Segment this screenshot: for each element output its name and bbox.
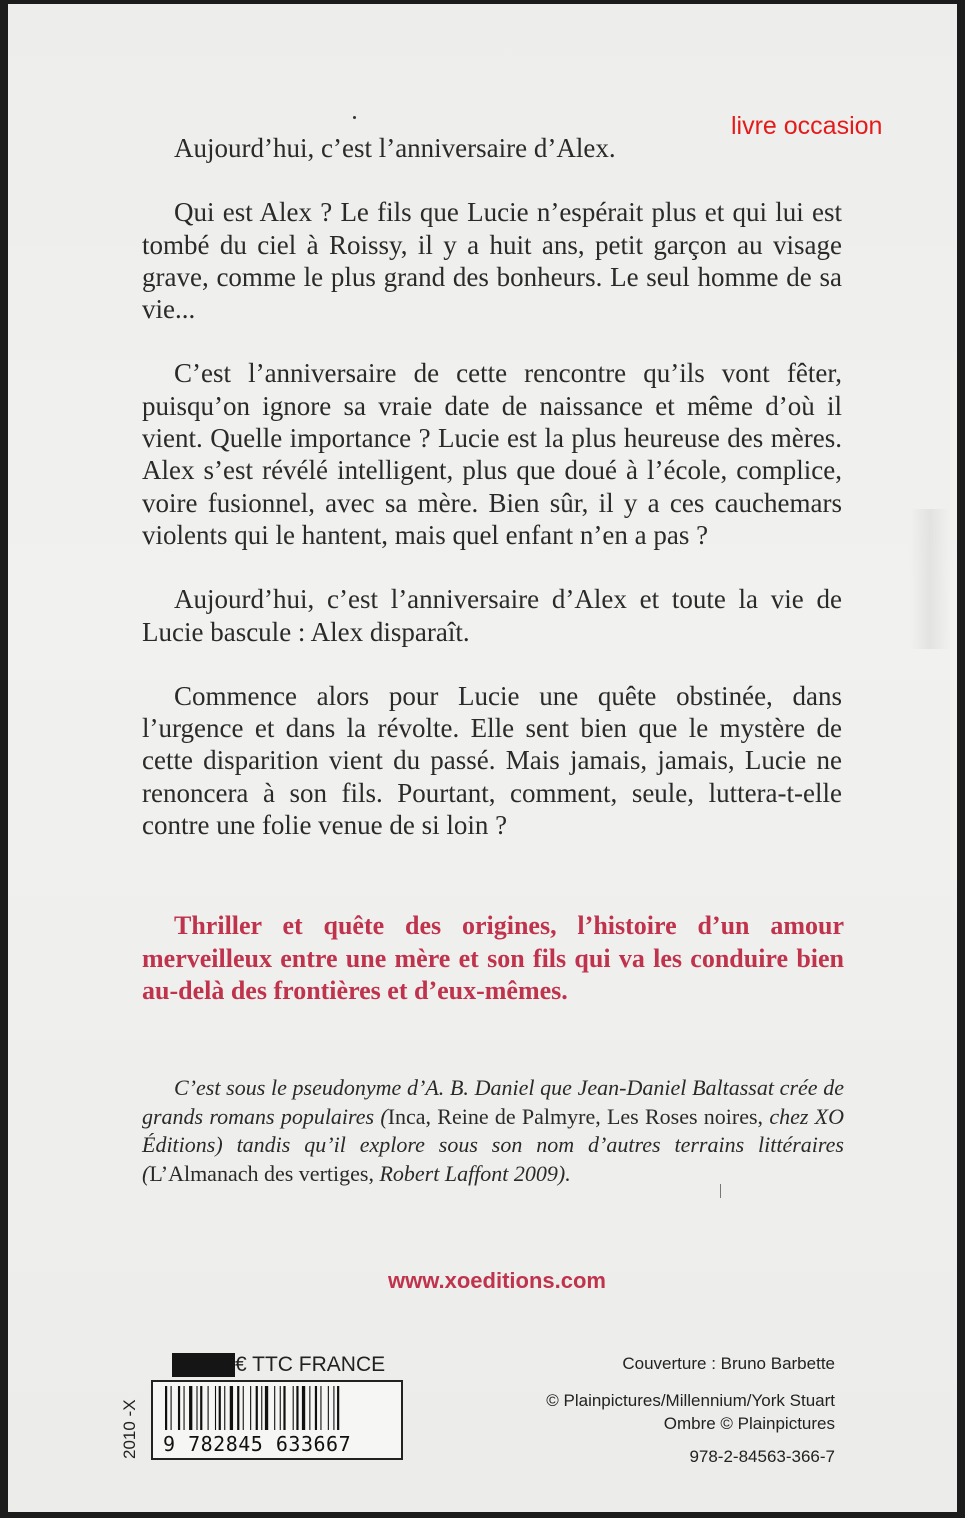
barcode-bar bbox=[337, 1386, 339, 1430]
barcode-bar bbox=[184, 1386, 185, 1430]
barcode-bar bbox=[208, 1386, 209, 1430]
barcode-bar bbox=[189, 1386, 192, 1430]
blurb-paragraph: Qui est Alex ? Le fils que Lucie n’espérait plus et qui lui est tombé du ciel à Roissy, il y a huit ans, petit garçon au visage grave, comme le plus grand des bonheurs. Le seul homme de sa vie... bbox=[142, 197, 842, 325]
bio-title: L’Almanach des vertiges, bbox=[149, 1160, 374, 1186]
price-line bbox=[172, 1353, 385, 1377]
stamp-label: livre occasion bbox=[731, 112, 883, 140]
barcode-bar bbox=[165, 1386, 167, 1430]
barcode-bar bbox=[309, 1386, 310, 1430]
barcode-bar bbox=[250, 1386, 251, 1430]
redacted-price bbox=[172, 1353, 235, 1377]
barcode-bar bbox=[296, 1386, 298, 1430]
barcode-bar bbox=[315, 1386, 317, 1430]
crease-shadow bbox=[910, 509, 950, 649]
blurb-paragraph: Commence alors pour Lucie une quête obstinée, dans l’urgence et dans la révolte. Elle sent bien que le mystère de cette disparition vient du passé. Mais jamais, jamais, Lucie ne renoncera à son fils. Pourtant, comment, seule, luttera-t-elle contre une folie venue de si loin ? bbox=[142, 680, 842, 841]
barcode-bar bbox=[224, 1386, 225, 1430]
photo-credit: © Plainpictures/Millennium/York Stuart bbox=[546, 1391, 835, 1410]
blurb-paragraph: Aujourd’hui, c’est l’anniversaire d’Alex. bbox=[174, 133, 616, 163]
bio-text: chez XO Éditions) tandis qu’il explore sous son nom d’autres terrains littéraires ( bbox=[142, 1103, 844, 1186]
barcode-bar bbox=[243, 1386, 244, 1430]
isbn: 978-2-84563-366-7 bbox=[689, 1447, 835, 1466]
cover-credit: Couverture : Bruno Barbette bbox=[622, 1354, 835, 1373]
pen-mark bbox=[720, 1184, 721, 1198]
barcode-bar bbox=[196, 1386, 197, 1430]
barcode-digits: 9 782845 633667 bbox=[163, 1432, 352, 1456]
blurb-paragraph: C’est l’anniversaire de cette rencontre qu’ils vont fêter, puisqu’on ignore sa vraie date de naissance et même d’où il vient. Quelle importance ? Lucie est la plus heureuse des mères. Alex s’est révélé intelligent, plus que doué à l’école, complice, voire fusionnel, avec sa mère. Bien sûr, il y a ces cauchemars violents qui le hantent, mais quel enfant n’en a pas ? bbox=[142, 358, 842, 550]
barcode-bar bbox=[320, 1386, 321, 1430]
barcode-bars bbox=[165, 1386, 387, 1430]
barcode-bar bbox=[265, 1386, 268, 1430]
barcode bbox=[151, 1380, 403, 1460]
barcode-bar bbox=[230, 1386, 233, 1430]
barcode-bar bbox=[302, 1386, 305, 1430]
bio-text: C’est sous le pseudonyme d’A. B. Daniel que Jean-Daniel Baltassat crée de grands romans populaires ( bbox=[142, 1075, 844, 1129]
barcode-bar bbox=[171, 1386, 172, 1430]
photo-credit-2: Ombre © Plainpictures bbox=[663, 1414, 835, 1433]
barcode-bar bbox=[283, 1386, 285, 1430]
barcode-bar bbox=[215, 1386, 216, 1430]
barcode-bar bbox=[293, 1386, 294, 1430]
barcode-bar bbox=[274, 1386, 275, 1430]
book-back-cover bbox=[8, 4, 957, 1512]
price-label: € TTC FRANCE bbox=[235, 1353, 386, 1376]
publisher-website[interactable]: www.xoeditions.com bbox=[388, 1268, 606, 1293]
ink-dot bbox=[353, 116, 356, 119]
barcode-bar bbox=[261, 1386, 262, 1430]
barcode-bar bbox=[200, 1386, 202, 1430]
barcode-bar bbox=[256, 1386, 258, 1430]
barcode-bar bbox=[333, 1386, 334, 1430]
barcode-bar bbox=[328, 1386, 329, 1430]
bio-text: Robert Laffont 2009). bbox=[373, 1160, 571, 1186]
blurb-paragraph: Aujourd’hui, c’est l’anniversaire d’Alex et toute la vie de Lucie bascule : Alex disparaît. bbox=[142, 584, 842, 647]
blurb bbox=[142, 132, 842, 873]
barcode-bar bbox=[219, 1386, 221, 1430]
tagline: Thriller et quête des origines, l’histoire d’un amour merveilleux entre une mère et son fils qui va les conduire bien au-delà des frontières et d’eux-mêmes. bbox=[142, 911, 844, 1005]
author-bio bbox=[142, 1074, 844, 1188]
bio-title: Inca, Reine de Palmyre, Les Roses noires, bbox=[387, 1103, 764, 1129]
barcode-bar bbox=[280, 1386, 281, 1430]
side-code: 2010 -X bbox=[120, 1399, 139, 1459]
credits bbox=[546, 1352, 835, 1468]
barcode-bar bbox=[178, 1386, 180, 1430]
barcode-bar bbox=[237, 1386, 239, 1430]
